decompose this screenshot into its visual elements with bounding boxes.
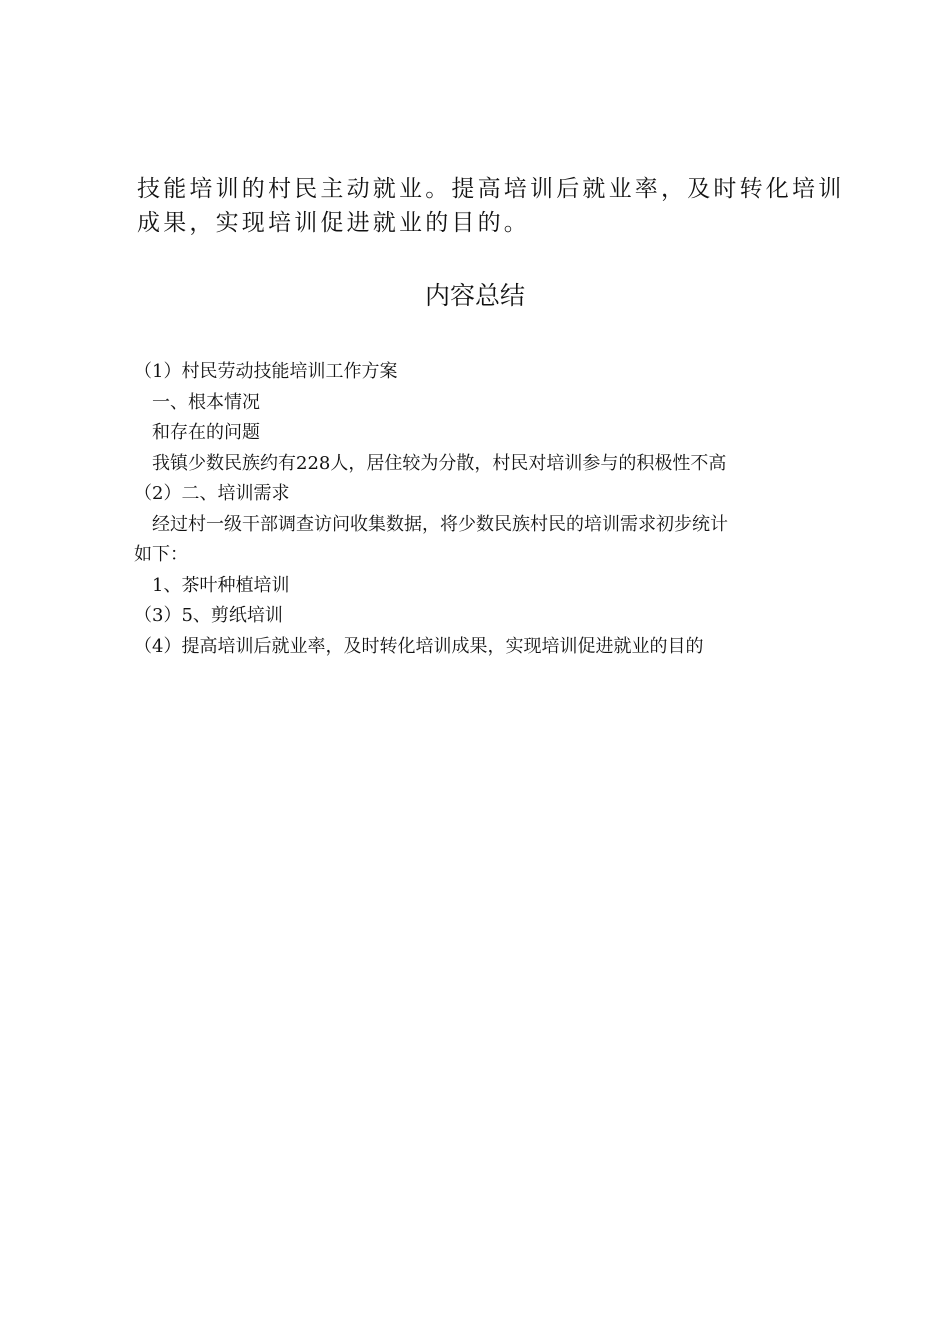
summary-item-3-heading: （3）5、剪纸培训 (134, 605, 283, 626)
intro-line-1: 技能培训的村民主动就业。提高培训后就业率，及时转化培训 (137, 176, 845, 202)
summary-item-2-heading: （2）二、培训需求 (134, 483, 290, 504)
summary-item-1-heading: （1）村民劳动技能培训工作方案 (134, 361, 398, 382)
summary-subheading-cont: 和存在的问题 (152, 422, 260, 443)
summary-subheading: 一、根本情况 (152, 391, 260, 413)
summary-list-item: 1、茶叶种植培训 (152, 574, 290, 596)
summary-paragraph: 我镇少数民族约有228人，居住较为分散，村民对培训参与的积极性不高 (152, 452, 727, 474)
intro-paragraph (137, 172, 845, 240)
summary-body (134, 357, 834, 662)
summary-paragraph: 经过村一级干部调查访问收集数据，将少数民族村民的培训需求初步统计 (152, 513, 728, 535)
summary-paragraph-cont: 如下： (134, 544, 188, 565)
intro-line-2: 成果，实现培训促进就业的目的。 (137, 210, 530, 236)
summary-item-4-heading: （4）提高培训后就业率，及时转化培训成果，实现培训促进就业的目的 (134, 635, 704, 657)
summary-title: 内容总结 (424, 281, 525, 310)
